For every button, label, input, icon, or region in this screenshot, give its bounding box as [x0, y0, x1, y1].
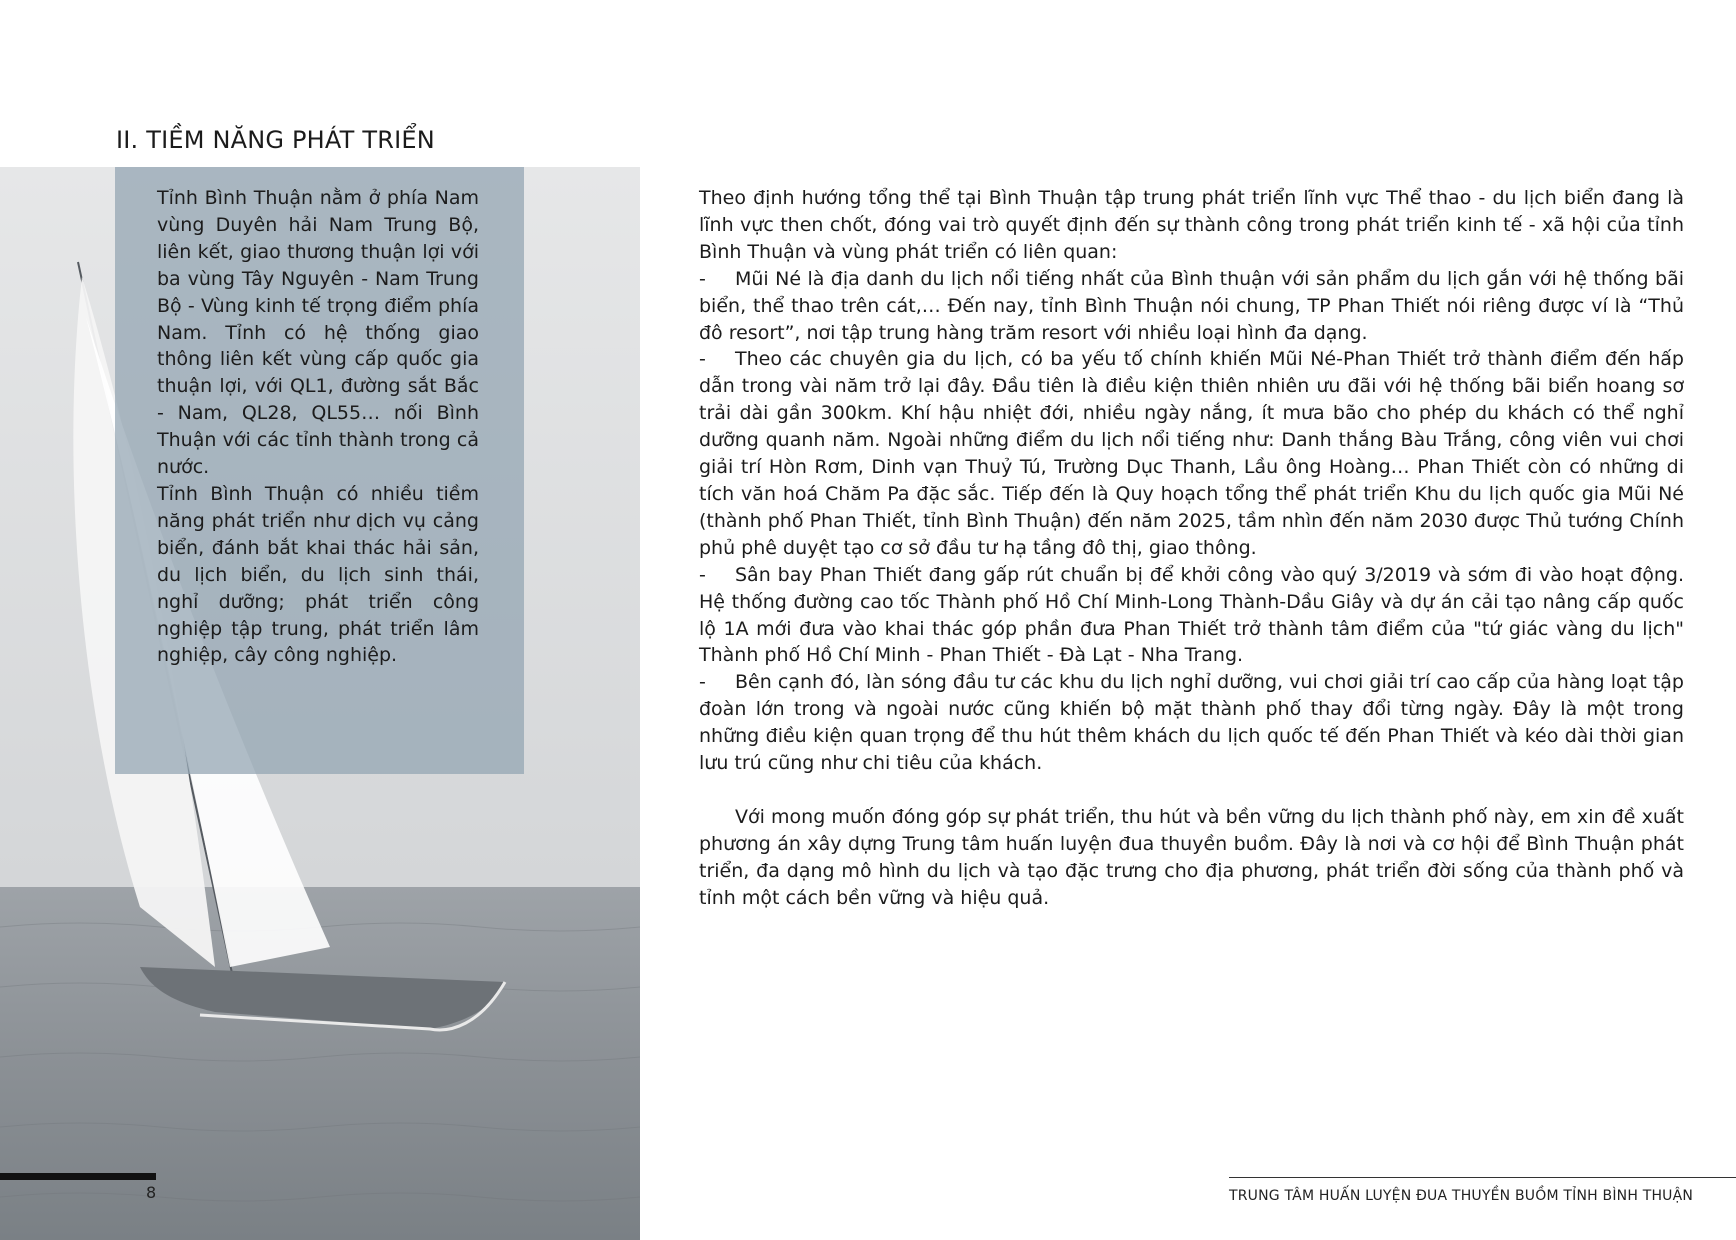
- footer-accent-bar: [0, 1173, 156, 1180]
- closing-paragraph: Với mong muốn đóng góp sự phát triển, thu hút và bền vững du lịch thành phố này, em xin đề xuất phương án xây dựng Trung tâm huấn luyện đua thuyền buồm. Đây là nơi và cơ hội để Bình Thuận phát triển, đa dạng mô hình du lịch và tạo đặc trưng cho địa phương, phát triển đời sống của thành phố và tỉnh một cách bền vững và hiệu quả.: [699, 805, 1684, 909]
- paragraph-gap: [699, 777, 1684, 804]
- bullet-text: Mũi Né là địa danh du lịch nổi tiếng nhất của Bình thuận với sản phẩm du lịch gắn với hệ thống bãi biển, thể thao trên cát,… Đến nay, tỉnh Bình Thuận nói chung, TP Phan Thiết nói riêng được ví là “Thủ đô resort”, nơi tập trung hàng trăm resort với nhiều loại hình đa dạng.: [699, 267, 1684, 344]
- intro-text: [157, 185, 479, 669]
- bullet-text: Bên cạnh đó, làn sóng đầu tư các khu du lịch nghỉ dưỡng, vui chơi giải trí cao cấp của hàng loạt tập đoàn lớn trong và ngoài nước cũng khiến bộ mặt thành phố thay đổi từng ngày. Đây là một trong những điều kiện quan trọng để thu hút thêm khách du lịch quốc tế đến Phan Thiết và kéo dài thời gian lưu trú cũng như chi tiêu của khách.: [699, 671, 1684, 775]
- bullet-item: [699, 669, 1684, 777]
- footer-title: TRUNG TÂM HUẤN LUYỆN ĐUA THUYỀN BUỒM TỈNH BÌNH THUẬN: [1229, 1188, 1694, 1204]
- bullet-text: Sân bay Phan Thiết đang gấp rút chuẩn bị để khởi công vào quý 3/2019 và sớm đi vào hoạt động. Hệ thống đường cao tốc Thành phố Hồ Chí Minh-Long Thành-Dầu Giây và dự án cải tạo nâng cấp quốc lộ 1A mới đưa vào khai thác góp phần đưa Phan Thiết trở thành tâm điểm của "tứ giác vàng du lịch" Thành phố Hồ Chí Minh - Phan Thiết - Đà Lạt - Nha Trang.: [699, 563, 1684, 667]
- page-number: 8: [146, 1183, 157, 1202]
- section-heading: II. TIỀM NĂNG PHÁT TRIỂN: [116, 126, 435, 154]
- bullet-item: [699, 562, 1684, 670]
- bullet-dash: -: [699, 671, 706, 694]
- bullet-text: Theo các chuyên gia du lịch, có ba yếu tố chính khiến Mũi Né-Phan Thiết trở thành điểm đến hấp dẫn trong vài năm trở lại đây. Đầu tiên là điều kiện thiên nhiên ưu đãi với hệ thống bãi biển hoang sơ trải dài gần 300km. Khí hậu nhiệt đới, nhiều ngày nắng, ít mưa bão cho phép du khách có thể nghỉ dưỡng quanh năm. Ngoài những điểm du lịch nổi tiếng như: Danh thắng Bàu Trắng, công viên vui chơi giải trí Hòn Rơm, Dinh vạn Thuỷ Tú, Trường Dục Thanh, Lầu ông Hoàng… Phan Thiết còn có những di tích văn hoá Chăm Pa đặc sắc. Tiếp đến là Quy hoạch tổng thể phát triển Khu du lịch quốc gia Mũi Né (thành phố Phan Thiết, tỉnh Bình Thuận) đến năm 2025, tầm nhìn đến năm 2030 được Thủ tướng Chính phủ phê duyệt tạo cơ sở đầu tư hạ tầng đô thị, giao thông.: [699, 348, 1684, 559]
- intro-paragraph-1: Tỉnh Bình Thuận nằm ở phía Nam vùng Duyên hải Nam Trung Bộ, liên kết, giao thương thuận lợi với ba vùng Tây Nguyên - Nam Trung Bộ - Vùng kinh tế trọng điểm phía Nam. Tỉnh có hệ thống giao thông liên kết vùng cấp quốc gia thuận lợi, với QL1, đường sắt Bắc - Nam, QL28, QL55… nối Bình Thuận với các tỉnh thành trong cả nước.: [157, 187, 479, 479]
- lead-paragraph: Theo định hướng tổng thể tại Bình Thuận tập trung phát triển lĩnh vực Thể thao - du lịch biển đang là lĩnh vực then chốt, đóng vai trò quyết định đến sự thành công trong phát triển kinh tế - xã hội của tỉnh Bình Thuận và vùng phát triển có liên quan:: [699, 187, 1684, 263]
- bullet-item: [699, 266, 1684, 347]
- bullet-dash: -: [699, 348, 706, 371]
- intro-paragraph-2: Tỉnh Bình Thuận có nhiều tiềm năng phát triển như dịch vụ cảng biển, đánh bắt khai thác hải sản, du lịch biển, du lịch sinh thái, nghỉ dưỡng; phát triển công nghiệp tập trung, phát triển lâm nghiệp, cây công nghiệp.: [157, 482, 479, 667]
- bullet-item: [699, 346, 1684, 561]
- main-text: [699, 185, 1684, 912]
- bullet-dash: -: [699, 563, 706, 586]
- footer-divider: [1229, 1177, 1736, 1178]
- bullet-dash: -: [699, 267, 706, 290]
